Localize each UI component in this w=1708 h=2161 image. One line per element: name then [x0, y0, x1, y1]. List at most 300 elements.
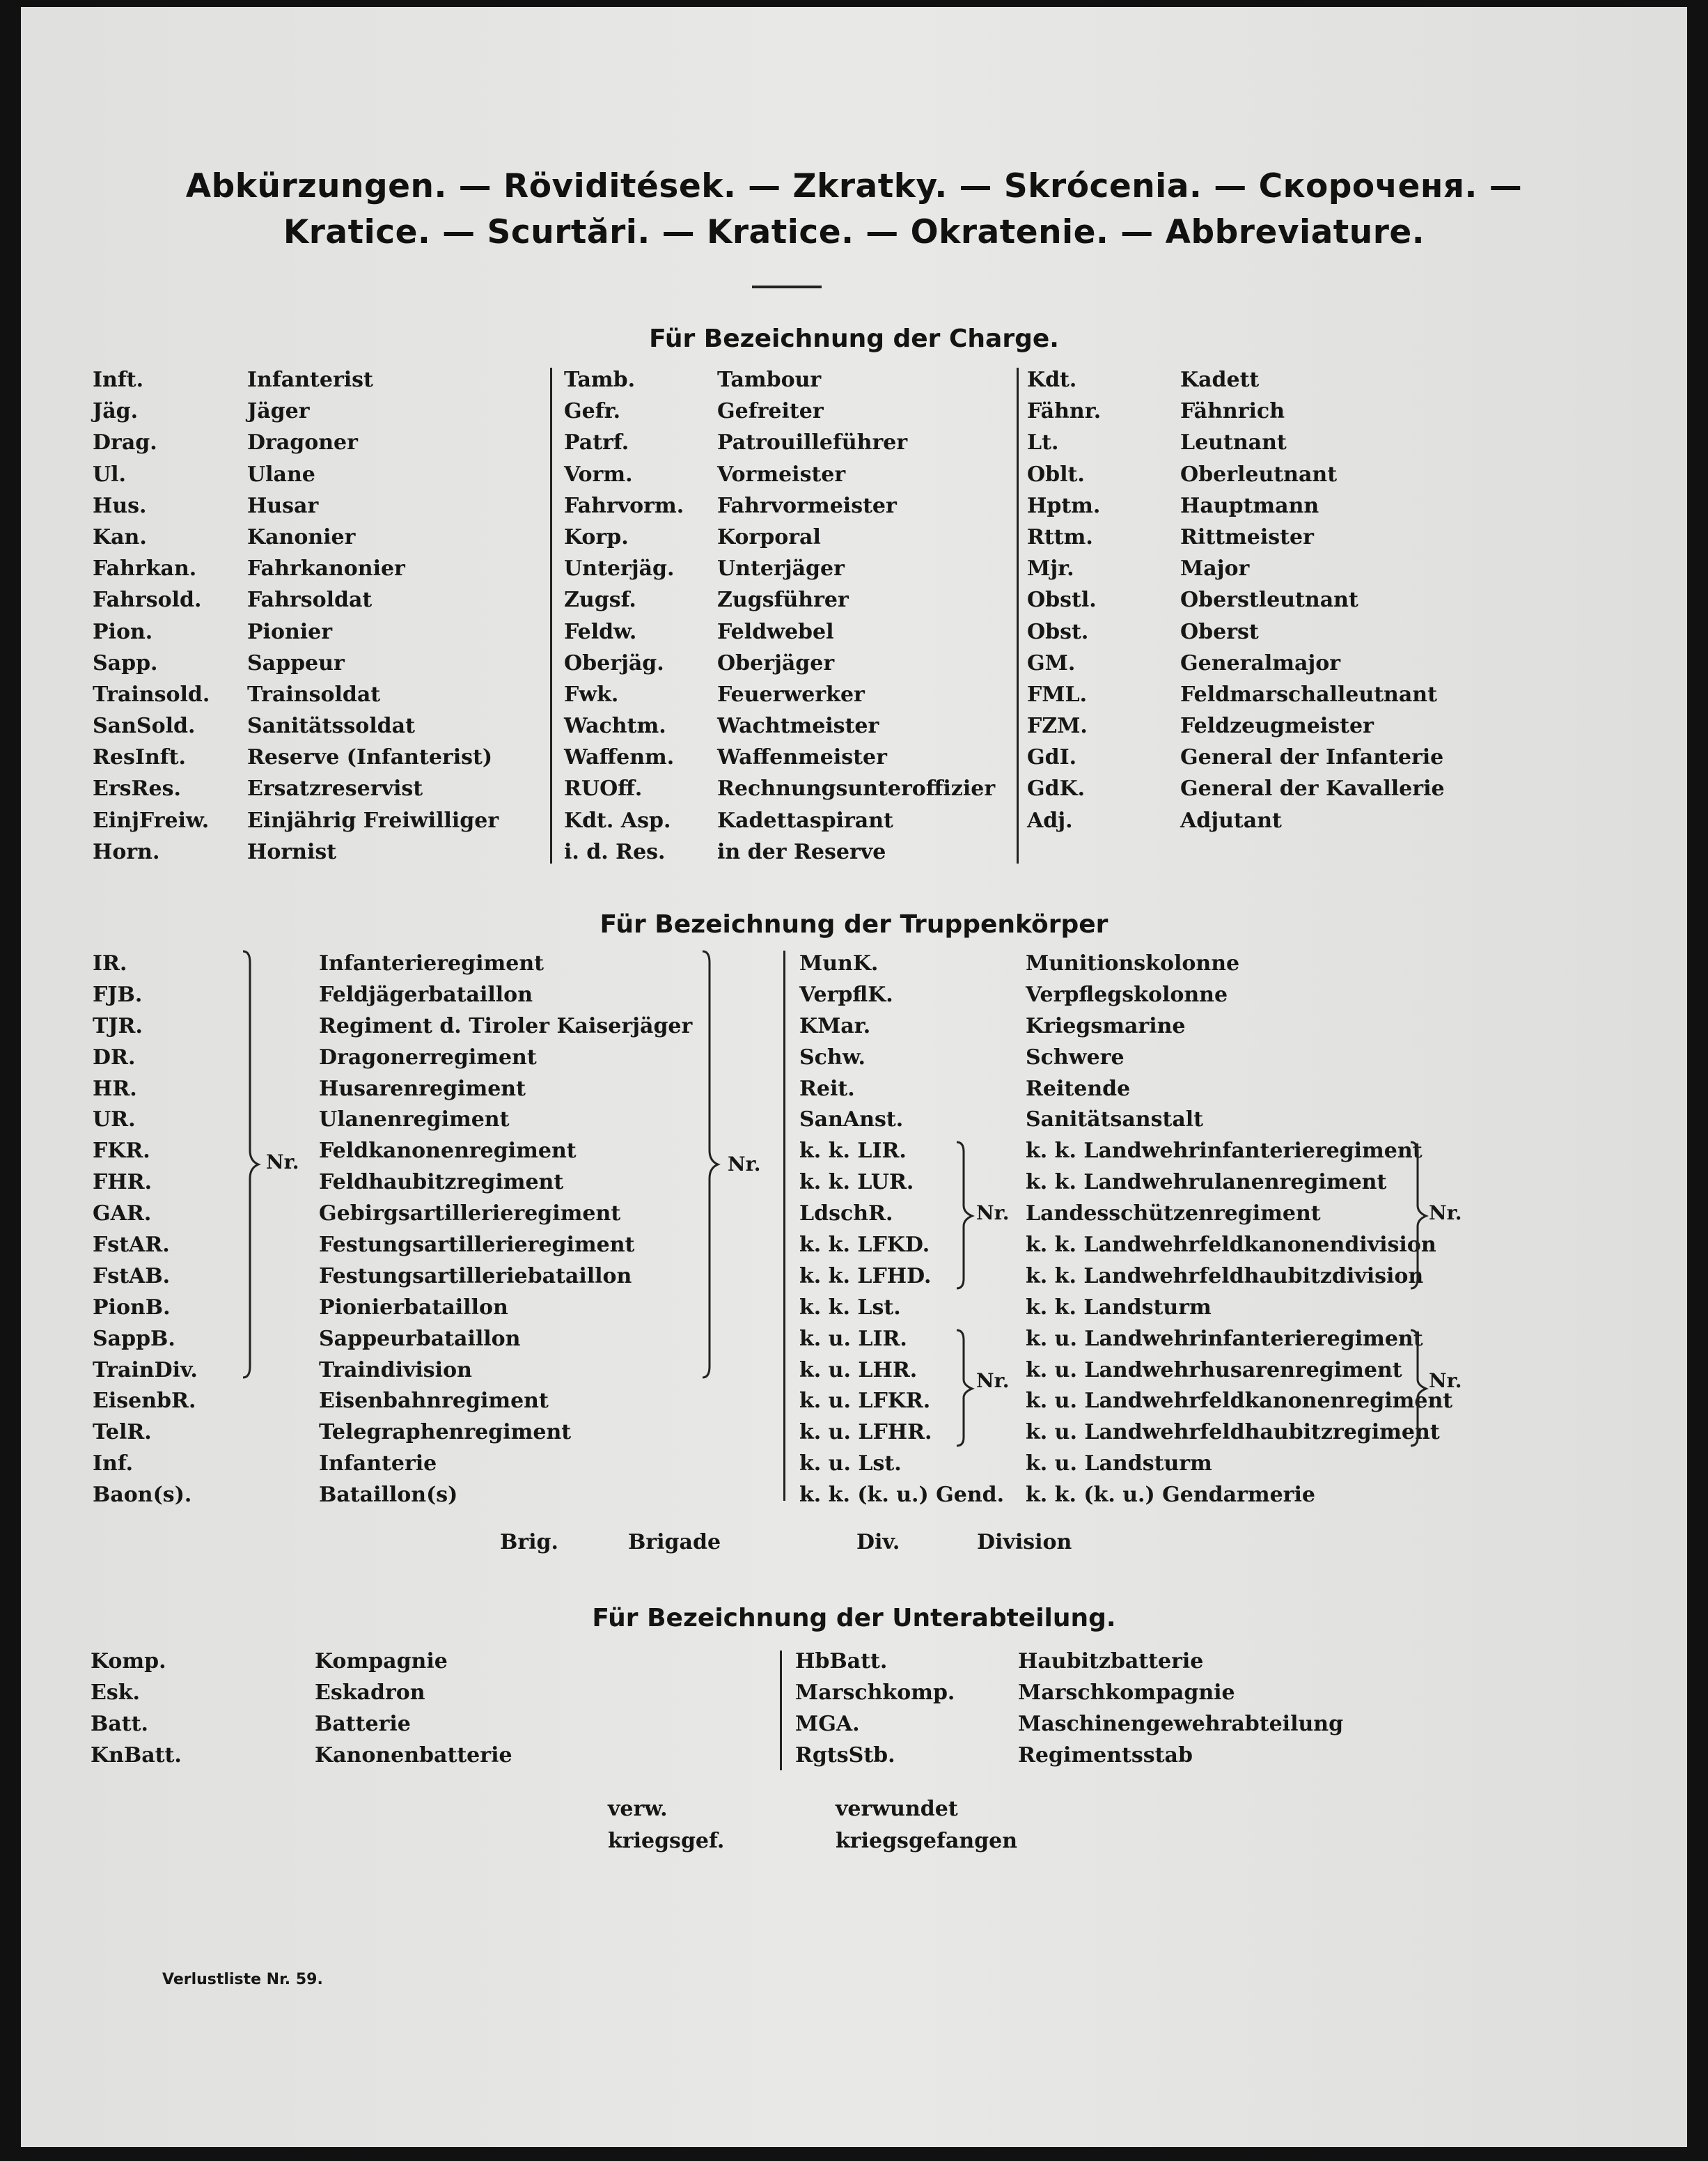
meaning: Ersatzreservist — [247, 777, 423, 802]
abbreviation-row — [93, 1043, 692, 1074]
meaning: Vormeister — [717, 462, 846, 487]
abbreviation-row — [564, 648, 995, 679]
abbr: SappB. — [93, 1326, 175, 1351]
abbr: HR. — [93, 1076, 137, 1101]
abbr: Fähnr. — [1027, 399, 1102, 424]
abbr: Fahrvorm. — [564, 493, 684, 518]
abbreviation-row — [93, 1324, 692, 1355]
abbr: PionB. — [93, 1295, 171, 1320]
meaning: Sappeur — [247, 650, 345, 676]
abbr: FJB. — [93, 982, 143, 1007]
abbr: Horn. — [93, 839, 160, 864]
meaning: Kompagnie — [315, 1649, 448, 1674]
title-rule — [752, 286, 822, 288]
meaning: Zugsführer — [717, 588, 849, 613]
abbr: FZM. — [1027, 714, 1088, 739]
abbreviation-row — [799, 1105, 1452, 1136]
meaning: Trainsoldat — [247, 682, 381, 707]
abbreviation-row — [564, 396, 995, 427]
abbreviation-row — [799, 1386, 1452, 1417]
abbreviation-row — [564, 584, 995, 616]
meaning: Kanonier — [247, 524, 356, 549]
abbreviation-row — [1027, 427, 1445, 458]
abbr: Oblt. — [1027, 462, 1085, 487]
meaning: Eisenbahnregiment — [319, 1389, 549, 1414]
abbreviation-row — [564, 522, 995, 553]
abbr: Inft. — [93, 368, 144, 392]
abbr: Kan. — [93, 524, 147, 549]
abbreviation-row — [93, 1074, 692, 1105]
abbreviation-row — [93, 773, 499, 804]
abbreviation-row — [93, 980, 692, 1011]
nr-label: Nr. — [1429, 1369, 1462, 1392]
meaning: Generalmajor — [1180, 650, 1341, 676]
meaning: Feldhaubitzregiment — [319, 1170, 564, 1195]
abbreviation-row — [799, 1355, 1452, 1387]
abbr: k. k. LFHD. — [799, 1263, 932, 1288]
abbreviation-row — [93, 1449, 692, 1480]
abbreviation-row — [93, 1230, 692, 1261]
abbreviation-row — [564, 553, 995, 584]
abbr: ResInft. — [93, 745, 186, 770]
abbr: Pion. — [93, 619, 153, 644]
abbreviation-row — [564, 490, 995, 522]
abbr: DR. — [93, 1045, 136, 1070]
abbr: KMar. — [799, 1013, 871, 1038]
abbr: TJR. — [93, 1013, 143, 1038]
meaning: Feldzeugmeister — [1180, 714, 1374, 739]
abbr: Sapp. — [93, 650, 158, 676]
abbr: Trainsold. — [93, 682, 210, 707]
abbr: kriegsgef. — [608, 1829, 725, 1853]
abbr: Brig. — [500, 1530, 558, 1554]
meaning: k. k. Landwehrinfanterieregiment — [1026, 1139, 1423, 1164]
abbr: Inf. — [93, 1451, 134, 1476]
meaning: Patrouilleführer — [717, 430, 908, 455]
abbr: Drag. — [93, 430, 157, 455]
abbr: TelR. — [93, 1420, 152, 1445]
abbr: FKR. — [93, 1139, 150, 1164]
abbr: GM. — [1027, 650, 1076, 676]
brace-ku-right — [1408, 1327, 1429, 1449]
meaning: Fahrvormeister — [717, 493, 897, 518]
meaning: Sappeurbataillon — [319, 1326, 521, 1351]
meaning: Infanterieregiment — [319, 951, 544, 976]
abbreviation-row — [564, 742, 995, 773]
abbreviation-row — [799, 949, 1452, 980]
abbreviation-row — [564, 836, 995, 868]
abbr: Obstl. — [1027, 588, 1097, 613]
abbreviation-row — [93, 710, 499, 742]
abbreviation-row — [93, 1386, 692, 1417]
abbr: k. k. LFKD. — [799, 1233, 930, 1258]
meaning: Division — [977, 1530, 1072, 1554]
meaning: Traindivision — [319, 1357, 472, 1382]
charge-column-3 — [1027, 364, 1445, 836]
meaning: k. k. Landwehrulanenregiment — [1026, 1170, 1387, 1195]
truppen-right-column — [799, 949, 1452, 1511]
meaning: Dragonerregiment — [319, 1045, 537, 1070]
abbr: Marschkomp. — [795, 1680, 955, 1705]
brace-right — [700, 949, 721, 1380]
meaning: Oberleutnant — [1180, 462, 1338, 487]
abbr: Vorm. — [564, 462, 633, 487]
meaning: Fähnrich — [1180, 399, 1285, 424]
abbr: GdK. — [1027, 777, 1086, 802]
abbr: Zugsf. — [564, 588, 636, 613]
meaning: Feldmarschalleutnant — [1180, 682, 1437, 707]
meaning: k. k. Landwehrfeldhaubitzdivision — [1026, 1263, 1424, 1288]
abbr: Feldw. — [564, 619, 637, 644]
abbreviation-row — [799, 1417, 1452, 1449]
abbreviation-row — [93, 1167, 692, 1199]
abbreviation-row — [799, 1230, 1452, 1261]
abbreviation-row — [799, 1293, 1452, 1324]
meaning: Rittmeister — [1180, 524, 1314, 549]
abbr: LdschR. — [799, 1201, 893, 1226]
abbr: i. d. Res. — [564, 839, 666, 864]
abbreviation-row — [93, 364, 499, 396]
meaning: Husarenregiment — [319, 1076, 526, 1101]
meaning: verwundet — [836, 1797, 958, 1821]
meaning: k. u. Landwehrhusarenregiment — [1026, 1357, 1402, 1382]
nr-label: Nr. — [976, 1369, 1010, 1392]
abbr: k. k. LUR. — [799, 1170, 914, 1195]
meaning: k. u. Landwehrfeldhaubitzregiment — [1026, 1420, 1440, 1445]
abbreviation-row — [799, 1449, 1452, 1480]
abbr: GAR. — [93, 1201, 152, 1226]
abbreviation-row — [93, 1136, 692, 1167]
meaning: Telegraphenregiment — [319, 1420, 572, 1445]
meaning: Kadett — [1180, 368, 1260, 392]
abbreviation-row — [564, 773, 995, 804]
brace-left — [240, 949, 261, 1380]
abbreviation-row — [93, 949, 692, 980]
abbreviation-row — [799, 1074, 1452, 1105]
abbr: Adj. — [1027, 808, 1073, 833]
abbr: ErsRes. — [93, 777, 181, 802]
abbreviation-row — [1027, 805, 1445, 836]
abbr: Hptm. — [1027, 493, 1101, 518]
abbreviation-row — [799, 1011, 1452, 1043]
meaning: Feldkanonenregiment — [319, 1139, 577, 1164]
abbreviation-row — [1027, 364, 1445, 396]
abbreviation-row — [799, 1043, 1452, 1074]
meaning: Oberstleutnant — [1180, 588, 1358, 613]
meaning: Sanitätssoldat — [247, 714, 415, 739]
abbreviation-row — [1027, 584, 1445, 616]
meaning: Bataillon(s) — [319, 1483, 458, 1508]
abbr: TrainDiv. — [93, 1357, 198, 1382]
abbr: k. u. LIR. — [799, 1326, 907, 1351]
abbreviation-row — [799, 1324, 1452, 1355]
meaning: k. u. Landwehrfeldkanonenregiment — [1026, 1389, 1453, 1414]
abbreviation-row — [93, 836, 499, 868]
abbr: FstAR. — [93, 1233, 170, 1258]
unter-right-column — [795, 1646, 1343, 1772]
abbreviation-row — [91, 1678, 512, 1709]
abbreviation-row — [799, 1199, 1452, 1230]
abbreviation-row — [93, 553, 499, 584]
footer-note: Verlustliste Nr. 59. — [162, 1971, 323, 1988]
abbreviation-row — [564, 364, 995, 396]
abbreviation-row — [1027, 616, 1445, 648]
column-rule — [550, 368, 552, 864]
abbreviation-row — [795, 1740, 1343, 1772]
meaning: Oberjäger — [717, 650, 835, 676]
abbreviation-row — [795, 1709, 1343, 1740]
meaning: k. u. Landsturm — [1026, 1451, 1212, 1476]
meaning: Infanterie — [319, 1451, 437, 1476]
meaning: Festungsartillerieregiment — [319, 1233, 635, 1258]
meaning: Einjährig Freiwilliger — [247, 808, 499, 833]
abbr: Komp. — [91, 1649, 166, 1674]
abbreviation-row — [1027, 773, 1445, 804]
abbr: SanAnst. — [799, 1107, 904, 1132]
abbr: MGA. — [795, 1711, 860, 1736]
abbr: FstAB. — [93, 1263, 171, 1288]
abbr: Fahrkan. — [93, 556, 197, 582]
abbr: Obst. — [1027, 619, 1089, 644]
abbr: Mjr. — [1027, 556, 1074, 582]
brace-kk-right — [1408, 1139, 1429, 1293]
meaning: Haubitzbatterie — [1018, 1649, 1204, 1674]
abbreviation-row — [564, 459, 995, 490]
abbr: Kdt. — [1027, 368, 1077, 392]
meaning: Wachtmeister — [717, 714, 879, 739]
meaning: Adjutant — [1180, 808, 1282, 833]
truppen-left-column — [93, 949, 692, 1511]
abbreviation-row — [93, 1105, 692, 1136]
section-heading-unter: Für Bezeichnung der Unterabteilung. — [592, 1604, 1116, 1632]
abbr: k. k. LIR. — [799, 1139, 907, 1164]
meaning: Husar — [247, 493, 319, 518]
abbreviation-row — [93, 1261, 692, 1293]
meaning: Reserve (Infanterist) — [247, 745, 493, 770]
abbr: Tamb. — [564, 368, 636, 392]
abbr: Reit. — [799, 1076, 855, 1101]
meaning: Eskadron — [315, 1680, 425, 1705]
meaning: General der Kavallerie — [1180, 777, 1445, 802]
meaning: k. k. (k. u.) Gendarmerie — [1026, 1483, 1315, 1508]
meaning: Gebirgsartillerieregiment — [319, 1201, 621, 1226]
meaning: Pionier — [247, 619, 333, 644]
meaning: Waffenmeister — [717, 745, 887, 770]
abbreviation-row — [799, 1136, 1452, 1167]
abbr: HbBatt. — [795, 1649, 888, 1674]
abbreviation-row — [1027, 522, 1445, 553]
meaning: Ulane — [247, 462, 315, 487]
meaning: Sanitätsanstalt — [1026, 1107, 1204, 1132]
abbr: k. u. Lst. — [799, 1451, 902, 1476]
abbreviation-row — [564, 679, 995, 710]
abbr: IR. — [93, 951, 127, 976]
abbreviation-row — [93, 679, 499, 710]
meaning: Landesschützenregiment — [1026, 1201, 1321, 1226]
abbreviation-row — [564, 616, 995, 648]
charge-column-2 — [564, 364, 995, 868]
abbr: VerpflK. — [799, 982, 893, 1007]
abbreviation-row — [1027, 396, 1445, 427]
column-rule — [783, 951, 785, 1501]
abbreviation-row — [93, 1417, 692, 1449]
meaning: Major — [1180, 556, 1250, 582]
meaning: k. u. Landwehrinfanterieregiment — [1026, 1326, 1423, 1351]
abbr: Oberjäg. — [564, 650, 664, 676]
abbr: Lt. — [1027, 430, 1059, 455]
meaning: Korporal — [717, 524, 821, 549]
unter-left-column — [91, 1646, 512, 1772]
meaning: Kriegsmarine — [1026, 1013, 1186, 1038]
abbr: k. k. (k. u.) Gend. — [799, 1483, 1005, 1508]
abbr: verw. — [608, 1797, 668, 1821]
abbreviation-row — [91, 1646, 512, 1678]
meaning: Regiment d. Tiroler Kaiserjäger — [319, 1013, 693, 1038]
meaning: Marschkompagnie — [1018, 1680, 1235, 1705]
abbr: k. u. LFKR. — [799, 1389, 931, 1414]
meaning: Ulanenregiment — [319, 1107, 510, 1132]
column-rule — [780, 1651, 782, 1770]
abbreviation-row — [1027, 679, 1445, 710]
abbr: Gefr. — [564, 399, 621, 424]
abbr: RgtsStb. — [795, 1742, 895, 1768]
abbreviation-row — [1027, 490, 1445, 522]
abbreviation-row — [93, 1293, 692, 1324]
abbr: k. u. LFHR. — [799, 1420, 932, 1445]
meaning: Pionierbataillon — [319, 1295, 508, 1320]
section-heading-charge: Für Bezeichnung der Charge. — [649, 325, 1059, 353]
abbr: Wachtm. — [564, 714, 666, 739]
title-line-1: Abkürzungen. — Röviditések. — Zkratky. — Skrócenia. — Скороченя. — — [185, 167, 1523, 205]
abbreviation-row — [1027, 742, 1445, 773]
meaning: Oberst — [1180, 619, 1259, 644]
meaning: Munitionskolonne — [1026, 951, 1240, 976]
abbr: GdI. — [1027, 745, 1077, 770]
abbreviation-row — [564, 427, 995, 458]
abbr: Esk. — [91, 1680, 140, 1705]
abbr: Ul. — [93, 462, 127, 487]
meaning: Fahrkanonier — [247, 556, 405, 582]
abbr: MunK. — [799, 951, 879, 976]
meaning: Hornist — [247, 839, 337, 864]
meaning: Feldjägerbataillon — [319, 982, 533, 1007]
abbreviation-row — [93, 742, 499, 773]
meaning: Maschinengewehrabteilung — [1018, 1711, 1344, 1736]
abbreviation-row — [1027, 710, 1445, 742]
brace-ku — [954, 1327, 975, 1449]
meaning: Reitende — [1026, 1076, 1131, 1101]
abbr: FHR. — [93, 1170, 152, 1195]
meaning: kriegsgefangen — [836, 1829, 1018, 1853]
abbr: Korp. — [564, 524, 629, 549]
abbr: SanSold. — [93, 714, 196, 739]
meaning: Leutnant — [1180, 430, 1287, 455]
meaning: Jäger — [247, 399, 310, 424]
abbreviation-row — [93, 427, 499, 458]
nr-label: Nr. — [976, 1201, 1010, 1224]
abbr: EinjFreiw. — [93, 808, 210, 833]
abbreviation-row — [93, 584, 499, 616]
nr-label: Nr. — [266, 1150, 299, 1173]
meaning: Rechnungsunteroffizier — [717, 777, 996, 802]
abbreviation-row — [799, 980, 1452, 1011]
abbreviation-row — [1027, 553, 1445, 584]
abbr: Baon(s). — [93, 1483, 192, 1508]
meaning: Feldwebel — [717, 619, 834, 644]
abbreviation-row — [564, 805, 995, 836]
abbr: Fwk. — [564, 682, 619, 707]
abbreviation-row — [795, 1678, 1343, 1709]
abbr: KnBatt. — [91, 1742, 182, 1768]
abbr: FML. — [1027, 682, 1088, 707]
abbreviation-row — [93, 1199, 692, 1230]
abbreviation-row — [799, 1480, 1452, 1511]
abbreviation-row — [93, 1480, 692, 1511]
abbr: Fahrsold. — [93, 588, 202, 613]
abbr: Batt. — [91, 1711, 148, 1736]
meaning: Tambour — [717, 368, 822, 392]
meaning: k. k. Landwehrfeldkanonendivision — [1026, 1233, 1436, 1258]
abbr: Schw. — [799, 1045, 865, 1070]
meaning: Regimentsstab — [1018, 1742, 1193, 1768]
meaning: Gefreiter — [717, 399, 824, 424]
meaning: Hauptmann — [1180, 493, 1319, 518]
abbr: k. k. Lst. — [799, 1295, 901, 1320]
abbr: k. u. LHR. — [799, 1357, 918, 1382]
meaning: k. k. Landsturm — [1026, 1295, 1212, 1320]
meaning: Batterie — [315, 1711, 411, 1736]
meaning: Verpflegskolonne — [1026, 982, 1228, 1007]
meaning: Fahrsoldat — [247, 588, 373, 613]
abbreviation-row — [1027, 459, 1445, 490]
abbreviation-row — [93, 396, 499, 427]
abbreviation-row — [799, 1261, 1452, 1293]
nr-label: Nr. — [1429, 1201, 1462, 1224]
abbreviation-row — [93, 1011, 692, 1043]
abbr: Hus. — [93, 493, 147, 518]
abbreviation-row — [93, 459, 499, 490]
meaning: Feuerwerker — [717, 682, 865, 707]
abbreviation-row — [564, 710, 995, 742]
abbr: RUOff. — [564, 777, 643, 802]
meaning: Infanterist — [247, 368, 373, 392]
column-rule — [1017, 368, 1019, 864]
meaning: Dragoner — [247, 430, 358, 455]
meaning: Festungsartilleriebataillon — [319, 1263, 632, 1288]
abbreviation-row — [93, 616, 499, 648]
charge-column-1 — [93, 364, 499, 868]
abbr: EisenbR. — [93, 1389, 196, 1414]
meaning: Brigade — [628, 1530, 721, 1554]
abbr: Kdt. Asp. — [564, 808, 671, 833]
section-heading-truppen: Für Bezeichnung der Truppenkörper — [600, 910, 1108, 939]
abbreviation-row — [93, 1355, 692, 1387]
abbreviation-row — [795, 1646, 1343, 1678]
title-line-2: Kratice. — Scurtări. — Kratice. — Okratenie. — Abbreviature. — [283, 213, 1425, 251]
meaning: General der Infanterie — [1180, 745, 1444, 770]
meaning: in der Reserve — [717, 839, 886, 864]
abbreviation-row — [93, 648, 499, 679]
abbr: Waffenm. — [564, 745, 675, 770]
meaning: Schwere — [1026, 1045, 1125, 1070]
meaning: Kadettaspirant — [717, 808, 893, 833]
nr-label: Nr. — [728, 1153, 761, 1176]
abbr: Div. — [856, 1530, 900, 1554]
abbr: Rttm. — [1027, 524, 1093, 549]
abbreviation-row — [93, 522, 499, 553]
abbreviation-row — [93, 490, 499, 522]
abbreviation-row — [91, 1709, 512, 1740]
